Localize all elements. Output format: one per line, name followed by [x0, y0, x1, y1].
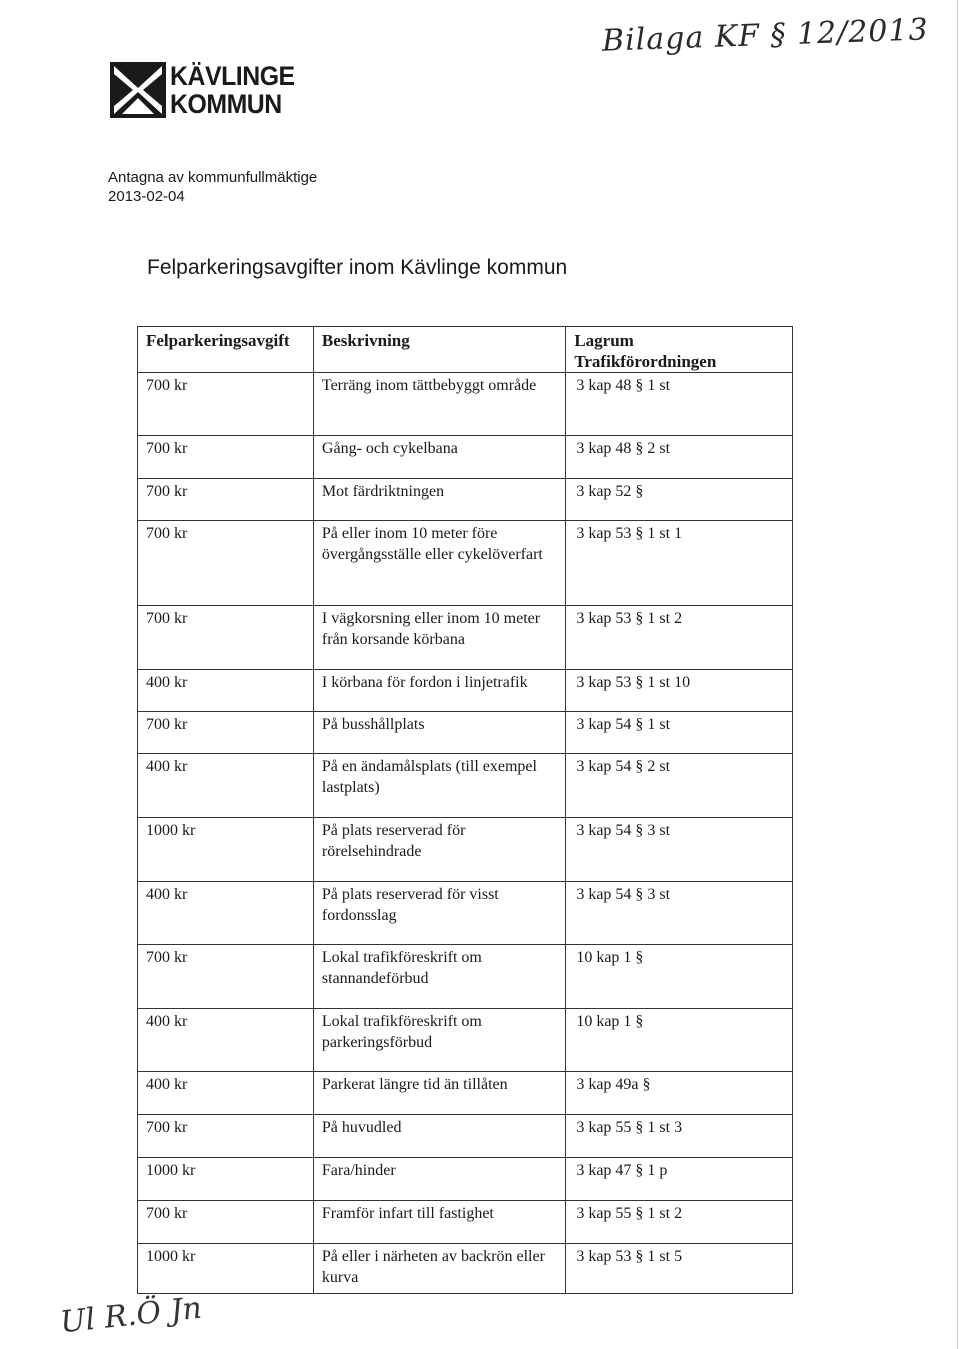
logo-line-1: KÄVLINGE	[170, 61, 295, 91]
table-row	[138, 521, 793, 606]
table-row	[138, 712, 793, 754]
fee-cell: 400 kr	[138, 754, 314, 818]
page-title: Felparkeringsavgifter inom Kävlinge kommun	[147, 256, 568, 279]
fee-cell: 1000 kr	[138, 1244, 314, 1294]
table-row	[138, 945, 793, 1009]
header-law-source: Trafikförordningen	[574, 352, 717, 371]
law-cell: 3 kap 54 § 3 st	[566, 882, 793, 945]
table-row	[138, 1158, 793, 1201]
law-cell: 3 kap 48 § 2 st	[566, 436, 793, 479]
header-law-label: Lagrum	[574, 331, 634, 350]
description-cell: På busshållplats	[313, 712, 565, 754]
table-row	[138, 1201, 793, 1244]
fee-cell: 400 kr	[138, 1072, 314, 1115]
law-cell: 3 kap 53 § 1 st 10	[566, 670, 793, 712]
law-cell: 3 kap 55 § 1 st 2	[566, 1201, 793, 1244]
header-fee: Felparkeringsavgift	[138, 327, 314, 373]
fee-cell: 700 kr	[138, 606, 314, 670]
law-cell: 3 kap 54 § 3 st	[566, 818, 793, 882]
fee-cell: 400 kr	[138, 882, 314, 945]
fee-cell: 700 kr	[138, 436, 314, 479]
law-cell: 3 kap 54 § 2 st	[566, 754, 793, 818]
fee-cell: 1000 kr	[138, 818, 314, 882]
law-cell: 3 kap 49a §	[566, 1072, 793, 1115]
handwritten-signature: Ul R.Ö Jn	[58, 1290, 204, 1341]
description-cell: På huvudled	[313, 1115, 565, 1158]
description-cell: På eller i närheten av backrön eller kurva	[313, 1244, 565, 1294]
table-row	[138, 436, 793, 479]
law-cell: 10 kap 1 §	[566, 1009, 793, 1072]
fee-cell: 400 kr	[138, 1009, 314, 1072]
header-law	[566, 327, 793, 373]
table-row	[138, 1244, 793, 1294]
fee-cell: 700 kr	[138, 1115, 314, 1158]
table-row	[138, 479, 793, 521]
municipality-logo	[110, 62, 306, 118]
description-cell: Fara/hinder	[313, 1158, 565, 1201]
description-cell: Lokal trafikföreskrift om stannandeförbud	[313, 945, 565, 1009]
description-cell: Mot färdriktningen	[313, 479, 565, 521]
law-cell: 10 kap 1 §	[566, 945, 793, 1009]
logo-wordmark	[170, 62, 295, 118]
description-cell: Gång- och cykelbana	[313, 436, 565, 479]
law-cell: 3 kap 55 § 1 st 3	[566, 1115, 793, 1158]
law-cell: 3 kap 52 §	[566, 479, 793, 521]
fee-cell: 700 kr	[138, 1201, 314, 1244]
fee-cell: 1000 kr	[138, 1158, 314, 1201]
description-cell: Framför infart till fastighet	[313, 1201, 565, 1244]
table-row	[138, 1115, 793, 1158]
description-cell: I vägkorsning eller inom 10 meter från korsande körbana	[313, 606, 565, 670]
law-cell: 3 kap 54 § 1 st	[566, 712, 793, 754]
adoption-date: 2013-02-04	[108, 188, 185, 205]
fee-cell: 700 kr	[138, 521, 314, 606]
table-row	[138, 882, 793, 945]
fee-cell: 700 kr	[138, 945, 314, 1009]
fee-table	[137, 326, 793, 1294]
fee-cell: 400 kr	[138, 670, 314, 712]
description-cell: På plats reserverad för visst fordonsslag	[313, 882, 565, 945]
law-cell: 3 kap 47 § 1 p	[566, 1158, 793, 1201]
law-cell: 3 kap 53 § 1 st 1	[566, 521, 793, 606]
table-row	[138, 818, 793, 882]
law-cell: 3 kap 48 § 1 st	[566, 373, 793, 436]
scan-edge-line	[957, 0, 958, 1349]
fee-cell: 700 kr	[138, 712, 314, 754]
header-description: Beskrivning	[313, 327, 565, 373]
table-row	[138, 754, 793, 818]
law-cell: 3 kap 53 § 1 st 5	[566, 1244, 793, 1294]
adoption-body: Antagna av kommunfullmäktige	[108, 169, 318, 186]
fee-cell: 700 kr	[138, 373, 314, 436]
description-cell: Parkerat längre tid än tillåten	[313, 1072, 565, 1115]
table-row	[138, 670, 793, 712]
description-cell: På eller inom 10 meter före övergångsställe eller cykelöverfart	[313, 521, 565, 606]
logo-line-2: KOMMUN	[170, 89, 282, 119]
table-header-row	[138, 327, 793, 373]
law-cell: 3 kap 53 § 1 st 2	[566, 606, 793, 670]
fee-cell: 700 kr	[138, 479, 314, 521]
description-cell: I körbana för fordon i linjetrafik	[313, 670, 565, 712]
handwritten-annotation: Bilaga KF § 12/2013	[601, 12, 930, 59]
coat-of-arms-icon	[110, 62, 166, 118]
description-cell: På en ändamålsplats (till exempel lastplats)	[313, 754, 565, 818]
table-row	[138, 1072, 793, 1115]
table-row	[138, 1009, 793, 1072]
description-cell: På plats reserverad för rörelsehindrade	[313, 818, 565, 882]
adoption-note	[108, 168, 317, 206]
table-row	[138, 606, 793, 670]
description-cell: Terräng inom tättbebyggt område	[313, 373, 565, 436]
table-row	[138, 373, 793, 436]
description-cell: Lokal trafikföreskrift om parkeringsförbud	[313, 1009, 565, 1072]
